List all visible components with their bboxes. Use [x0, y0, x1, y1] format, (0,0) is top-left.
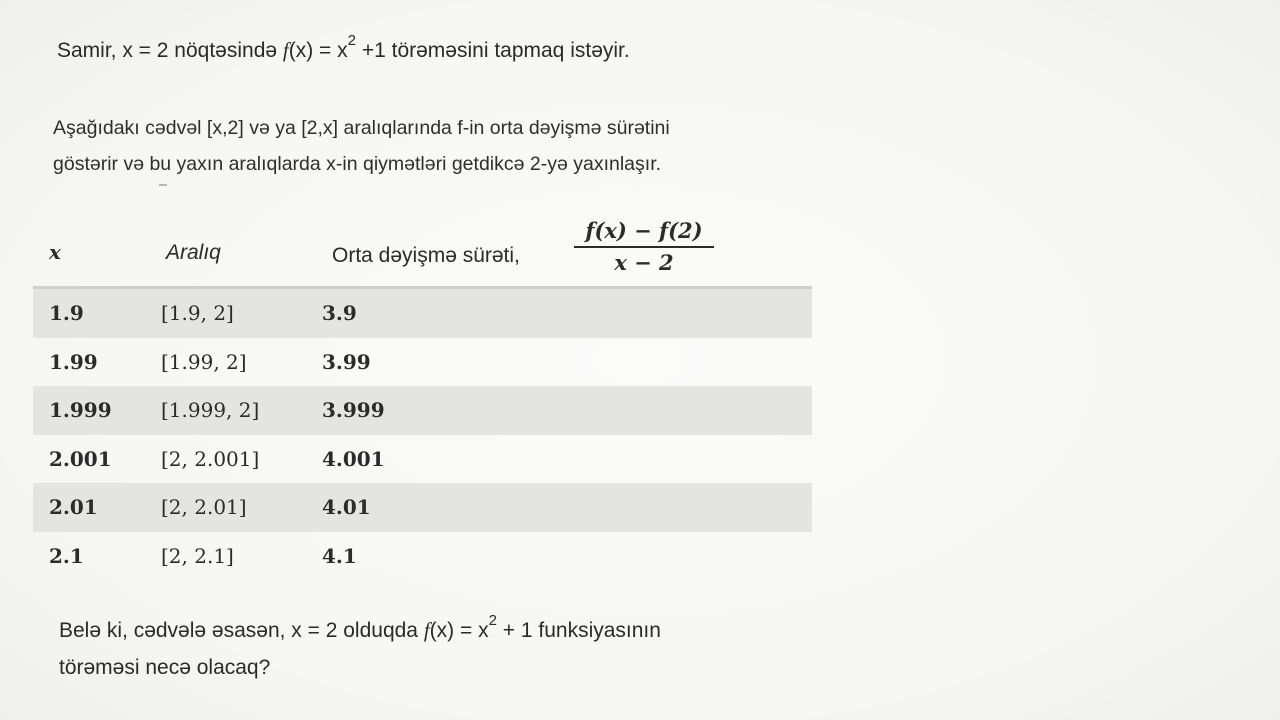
- cell-interval: [2, 2.001]: [161, 446, 260, 471]
- fraction-numerator: f(x) − f(2): [574, 218, 714, 248]
- table-row: [33, 435, 812, 484]
- description-line-2: göstərir və bu yaxın aralıqlarda x-in qiymətləri getdikcə 2-yə yaxınlaşır.: [53, 153, 662, 175]
- cell-x: 2.001: [49, 446, 112, 471]
- table-header: [33, 218, 812, 289]
- cell-interval: [1.99, 2]: [161, 349, 247, 374]
- table-row: [33, 289, 812, 338]
- description: [53, 110, 833, 182]
- cell-interval: [2, 2.1]: [161, 543, 234, 568]
- stray-mark: [159, 184, 167, 186]
- table-row: [33, 483, 812, 532]
- table-row: [33, 532, 812, 581]
- intro-after: +1 törəməsini tapmaq istəyir.: [356, 39, 630, 62]
- intro-middle: (x) = x: [288, 39, 348, 62]
- header-interval: Aralıq: [166, 241, 221, 264]
- question-exponent: 2: [488, 612, 497, 629]
- cell-rate: 3.999: [322, 398, 385, 423]
- cell-rate: 4.01: [322, 495, 371, 520]
- question-line-1: [59, 612, 819, 649]
- table-row: [33, 338, 812, 387]
- header-rate: Orta dəyişmə sürəti,: [332, 244, 520, 267]
- cell-rate: 3.99: [322, 349, 371, 374]
- question-line-2: törəməsi necə olacaq?: [59, 656, 271, 679]
- cell-interval: [1.999, 2]: [161, 398, 260, 423]
- cell-rate: 4.001: [322, 446, 385, 471]
- cell-rate: 3.9: [322, 301, 357, 325]
- header-rate-fraction: [574, 218, 714, 275]
- cell-interval: [2, 2.01]: [161, 495, 247, 520]
- question-before: Belə ki, cədvələ əsasən, x = 2 olduqda: [59, 619, 424, 642]
- intro-exponent: 2: [347, 32, 356, 49]
- cell-rate: 4.1: [322, 543, 357, 568]
- intro-text: [57, 32, 630, 63]
- description-line-1: Aşağıdakı cədvəl [x,2] və ya [2,x] aralıqlarında f-in orta dəyişmə sürətini: [53, 117, 670, 139]
- question-after: + 1 funksiyasının: [496, 619, 661, 642]
- cell-interval: [1.9, 2]: [161, 301, 234, 325]
- header-x: x: [49, 240, 61, 264]
- question-text: [59, 612, 819, 686]
- intro-before: Samir, x = 2 nöqtəsində: [57, 39, 283, 62]
- fraction-denominator: x − 2: [614, 250, 674, 275]
- cell-x: 2.1: [49, 543, 84, 568]
- question-middle: (x) = x: [429, 619, 489, 642]
- intro-function-name: f: [282, 38, 289, 62]
- table-row: [33, 386, 812, 435]
- cell-x: 1.999: [49, 398, 112, 423]
- cell-x: 2.01: [49, 495, 98, 520]
- cell-x: 1.9: [49, 301, 84, 325]
- rate-table: [33, 218, 812, 581]
- cell-x: 1.99: [49, 349, 98, 374]
- question-function-name: f: [423, 618, 430, 642]
